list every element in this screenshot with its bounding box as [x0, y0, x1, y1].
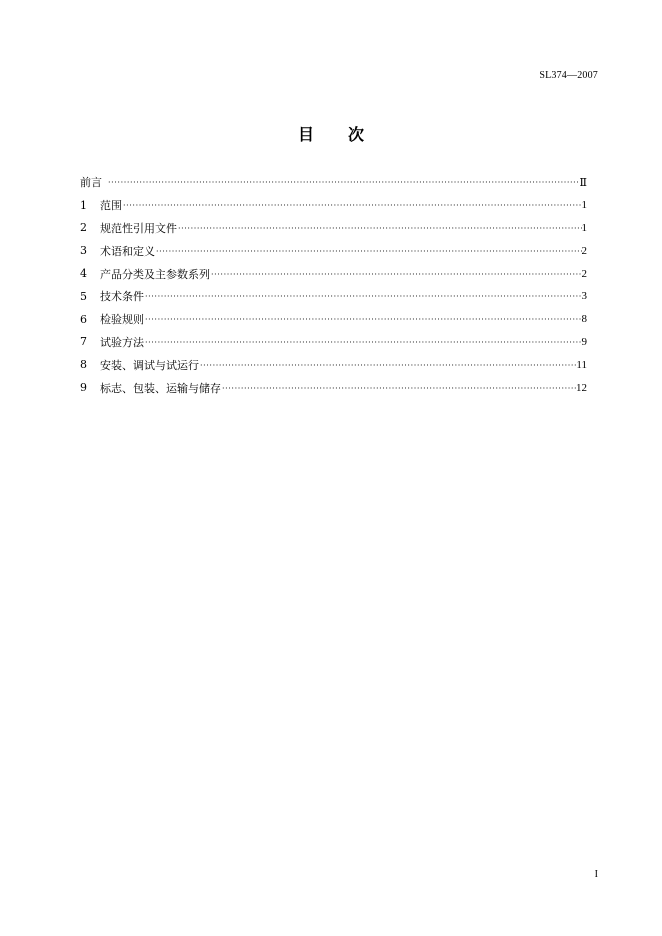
toc-entry-6[interactable]: [80, 308, 587, 331]
toc-entry-page: 2: [581, 244, 587, 257]
toc-entry-page: 11: [576, 358, 587, 371]
toc-entry-title: 前言: [80, 176, 102, 190]
toc-entry-preface[interactable]: [80, 171, 587, 194]
toc-entry-number: 1: [80, 198, 87, 212]
toc-entry-number: 2: [80, 221, 87, 235]
toc-entry-7[interactable]: [80, 331, 587, 354]
document-code: SL374—2007: [539, 70, 598, 81]
toc-entry-number: 5: [80, 289, 87, 303]
toc-leader-dots: [108, 176, 580, 188]
toc-entry-page: 9: [581, 335, 587, 348]
toc-entry-page: 8: [581, 313, 587, 326]
toc-entry-number: 4: [80, 267, 87, 281]
toc-entry-title: 规范性引用文件: [100, 221, 177, 235]
toc-entry-title: 术语和定义: [100, 244, 155, 258]
toc-entry-1[interactable]: [80, 194, 587, 217]
toc-entry-5[interactable]: [80, 285, 587, 308]
toc-entry-4[interactable]: [80, 262, 587, 285]
toc-entry-number: 3: [80, 244, 87, 258]
toc-leader-dots: [178, 222, 582, 234]
toc-leader-dots: [123, 199, 582, 211]
toc-leader-dots: [145, 336, 582, 348]
toc-entry-title: 安装、调试与试运行: [100, 358, 199, 372]
toc-heading: [0, 125, 662, 145]
page-number: I: [594, 869, 598, 880]
toc-entry-title: 产品分类及主参数系列: [100, 267, 210, 281]
toc-entry-page: 1: [581, 199, 587, 212]
toc-entry-title: 范围: [100, 199, 122, 213]
toc-entry-3[interactable]: [80, 239, 587, 262]
toc-entry-title: 技术条件: [100, 290, 144, 304]
toc-leader-dots: [145, 313, 582, 325]
toc-entry-page: 3: [581, 290, 587, 303]
toc-entry-number: 6: [80, 312, 87, 326]
toc-entry-page: Ⅱ: [579, 176, 587, 189]
toc-entry-number: 8: [80, 358, 87, 372]
toc-entry-8[interactable]: [80, 353, 587, 376]
toc-entry-title: 检验规则: [100, 313, 144, 327]
toc-entry-2[interactable]: [80, 217, 587, 240]
toc-leader-dots: [156, 245, 582, 257]
toc-entry-page: 12: [576, 381, 587, 394]
toc-entry-number: 9: [80, 381, 87, 395]
toc-leader-dots: [145, 290, 582, 302]
toc-leader-dots: [200, 359, 576, 371]
toc-entry-9[interactable]: [80, 376, 587, 399]
toc-entry-title: 试验方法: [100, 335, 144, 349]
toc-leader-dots: [222, 382, 576, 394]
toc-entry-page: 1: [581, 221, 587, 234]
toc-leader-dots: [211, 268, 582, 280]
table-of-contents: [80, 171, 587, 399]
toc-entry-title: 标志、包装、运输与储存: [100, 381, 221, 395]
toc-entry-page: 2: [581, 267, 587, 280]
toc-entry-number: 7: [80, 335, 87, 349]
toc-heading-char-2: 次: [348, 125, 365, 144]
toc-heading-char-1: 目: [297, 125, 314, 144]
